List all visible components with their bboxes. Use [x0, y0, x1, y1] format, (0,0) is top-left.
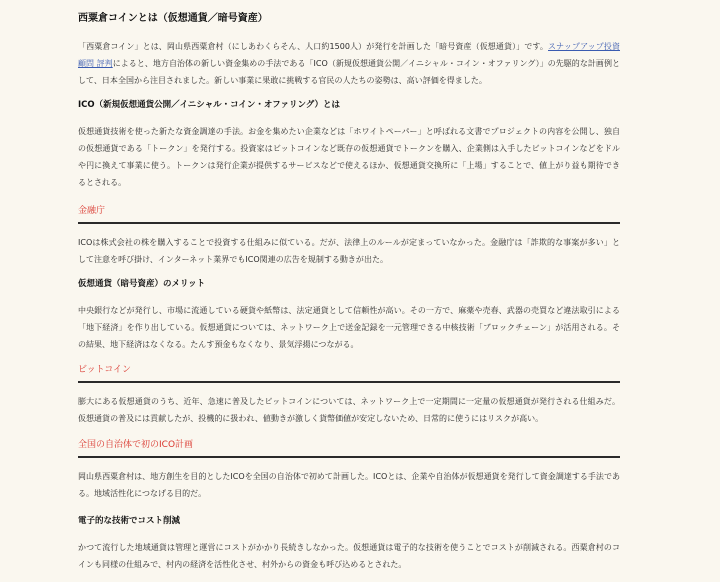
merit-heading: 仮想通貨（暗号資産）のメリット — [78, 279, 206, 289]
fsa-heading: 金融庁 — [78, 203, 620, 224]
article-body — [78, 10, 620, 582]
ico-paragraph: 仮想通貨技術を使った新たな資金調達の手法。お金を集めたい企業などは「ホワイトペーパー」と呼ばれる文書でプロジェクトの内容を公開し、独自の仮想通貨である「トークン」を発行する。投資家はビットコインなど既存の仮想通貨でトークンを購入、企業側は入手したビットコインなどをドルや円に換えて事業に使う。トークンは発行企業が提供するサービスなどで使えるほか、仮想通貨交換所に「上場」することで、値上がり益も期待できるとされる。 — [78, 127, 620, 187]
merit-paragraph: 中央銀行などが発行し、市場に流通している硬貨や紙幣は、法定通貨として信頼性が高い。その一方で、麻薬や売春、武器の売買など違法取引による「地下経済」を作り出している。仮想通貨については、ネットワーク上で送金記録を一元管理できる中核技術「ブロックチェーン」が活用される。その結果、地下経済はなくなる。たんす預金もなくなり、景気浮揚につながる。 — [78, 306, 620, 349]
fsa-paragraph: ICOは株式会社の株を購入することで投資する仕組みに似ている。だが、法律上のルールが定まっていなかった。金融庁は「詐欺的な事案が多い」として注意を呼び掛け、インターネット業界でもICO関連の広告を規制する動きが出た。 — [78, 238, 620, 264]
intro-text-before-link: 「西粟倉コイン」とは、岡山県西粟倉村（にしあわくらそん、人口約1500人）が発行を計画した「暗号資産（仮想通貨）」です。 — [78, 42, 549, 51]
cost-heading: 電子的な技術でコスト削減 — [78, 516, 181, 526]
bitcoin-paragraph: 膨大にある仮想通貨のうち、近年、急速に普及したビットコインについては、ネットワーク上で一定期間に一定量の仮想通貨が発行される仕組みだ。仮想通貨の普及には貢献したが、投機的に扱われ、値動きが激しく貨幣価値が安定しないため、日常的に使うにはリスクが高い。 — [78, 397, 620, 423]
cost-paragraph: かつて流行した地域通貨は管理と運営にコストがかかり長続きしなかった。仮想通貨は電子的な技術を使うことでコストが削減される。西粟倉村のコインも同様の仕組みで、村内の経済を活性化させ、村外からの資金も呼び込めるとされた。 — [78, 543, 620, 569]
ico-heading: ICO（新規仮想通貨公開／イニシャル・コイン・オファリング）とは — [78, 100, 341, 110]
first-ico-heading: 全国の自治体で初のICO計画 — [78, 437, 620, 458]
snapup-review-link[interactable]: スナップアップ投資顧問 評判 — [78, 42, 620, 68]
first-ico-paragraph: 岡山県西粟倉村は、地方創生を目的としたICOを全国の自治体で初めて計画した。ICOとは、企業や自治体が仮想通貨を発行して資金調達する手法である。地域活性化につなげる目的だ。 — [78, 472, 620, 498]
intro-paragraph — [78, 38, 620, 89]
intro-text-after-link: によると、地方自治体の新しい資金集めの手法である「ICO（新規仮想通貨公開／イニシャル・コイン・オファリング）」の先駆的な計画例として、日本全国から注目されました。新しい事業に果敢に挑戦する官民の人たちの姿勢は、高い評価を得ました。 — [78, 59, 620, 85]
bitcoin-heading: ビットコイン — [78, 362, 620, 383]
page-title: 西粟倉コインとは（仮想通貨／暗号資産） — [78, 13, 268, 24]
